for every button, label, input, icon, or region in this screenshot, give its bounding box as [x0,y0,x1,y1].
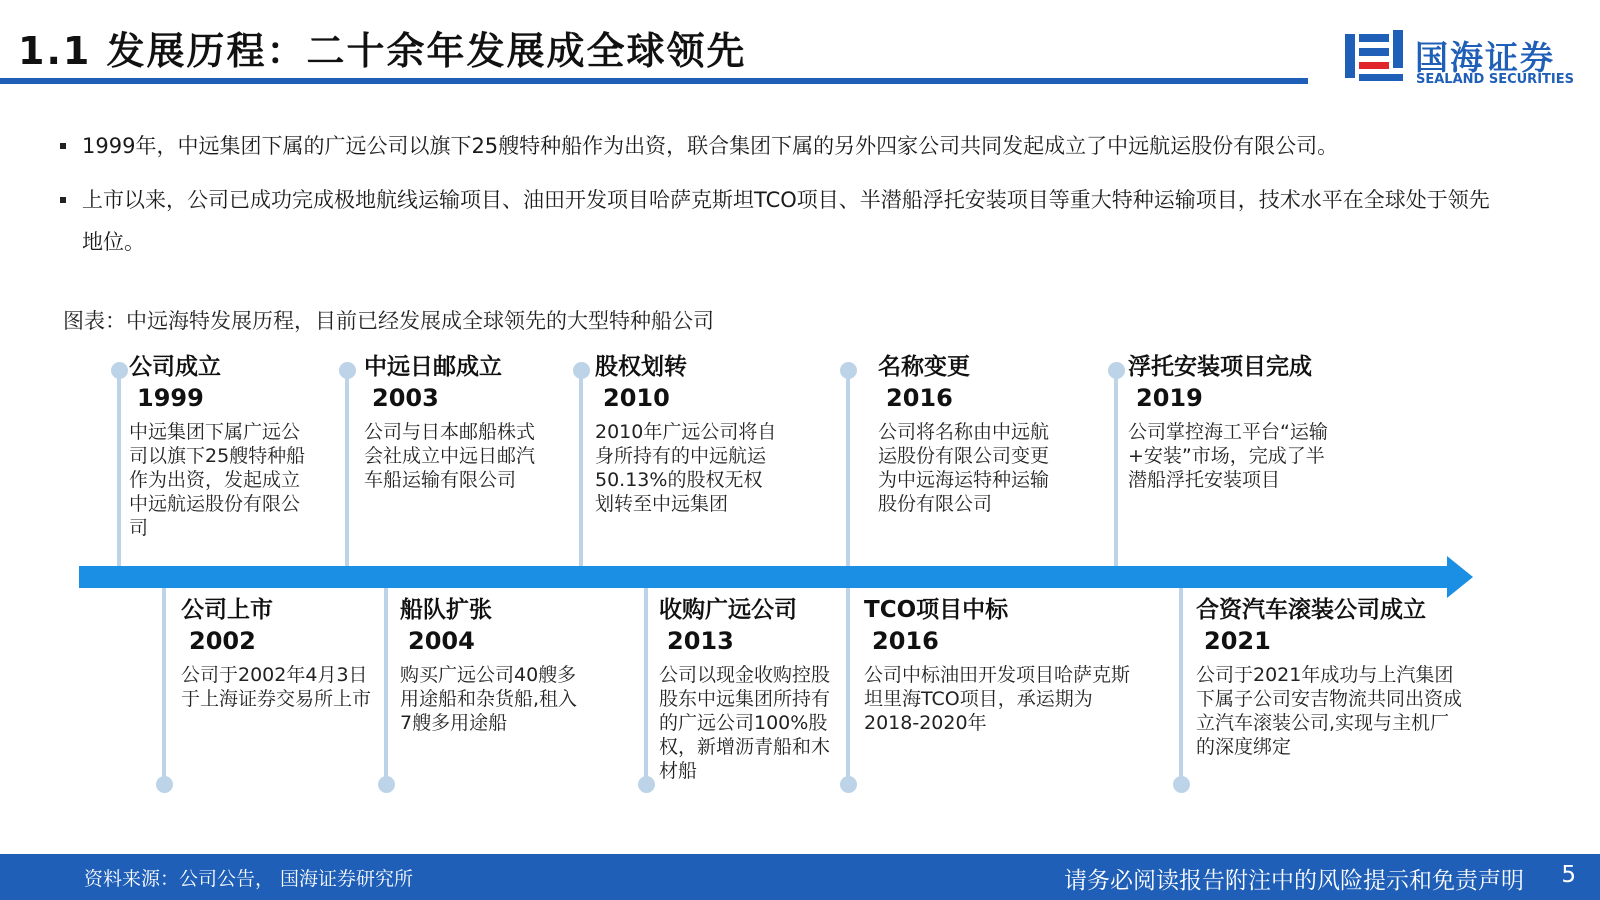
event-description: 购买广远公司40艘多用途船和杂货船,租入7艘多用途船 [400,664,578,734]
event-description: 公司将名称由中远航运股份有限公司变更为中远海运特种运输股份有限公司 [878,421,1050,515]
connector-line [162,588,166,784]
event-description: 公司与日本邮船株式会社成立中远日邮汽车船运输有限公司 [364,421,536,491]
event-title: 船队扩张 [400,597,492,623]
event-title: 收购广远公司 [659,597,797,623]
event-title: TCO项目中标 [864,597,1009,623]
connector-dot [339,362,356,379]
event-2004 [400,595,580,735]
connector-line [384,588,388,784]
logo-text-cn: 国海证券 [1415,38,1555,77]
event-description: 公司以现金收购控股股东中远集团所持有的广远公司100%股权，新增沥青船和木材船 [659,664,831,782]
event-year: 2004 [408,627,475,655]
connector-dot [840,362,857,379]
event-title: 公司成立 [129,354,221,380]
event-year: 1999 [137,384,204,412]
connector-line [644,588,648,784]
connector-dot [378,776,395,793]
event-title: 浮托安装项目完成 [1128,354,1312,380]
connector-dot [156,776,173,793]
bullet-item-founding: 1999年，中远集团下属的广远公司以旗下25艘特种船作为出资，联合集团下属的另外四家公司共同发起成立了中远航运股份有限公司。 [58,125,1508,167]
event-description: 公司中标油田开发项目哈萨克斯坦里海TCO项目，承运期为2018-2020年 [864,664,1131,734]
event-title: 公司上市 [181,597,273,623]
connector-dot [573,362,590,379]
event-2002 [181,595,376,711]
event-2016-rename [878,352,1058,516]
event-year: 2003 [372,384,439,412]
event-year: 2016 [872,627,939,655]
event-year: 2010 [603,384,670,412]
timeline-arrow-icon [1447,556,1473,598]
event-2010 [595,352,780,516]
connector-line [846,588,850,784]
connector-line [1179,588,1183,784]
event-title: 中远日邮成立 [364,354,502,380]
connector-dot [1108,362,1125,379]
connector-dot [840,776,857,793]
figure-caption: 图表：中远海特发展历程，目前已经发展成全球领先的大型特种船公司 [63,309,714,333]
footer-source: 资料来源：公司公告， 国海证券研究所 [84,868,414,890]
event-year: 2021 [1204,627,1271,655]
bullet-item-achievements: 上市以来，公司已成功完成极地航线运输项目、油田开发项目哈萨克斯坦TCO项目、半潜船浮托安装项目等重大特种运输项目，技术水平在全球处于领先地位。 [58,179,1508,263]
connector-dot [111,362,128,379]
event-description: 公司于2021年成功与上汽集团下属子公司安吉物流共同出资成立汽车滚装公司,实现与主机厂的深度绑定 [1196,664,1463,758]
connector-line [117,370,121,566]
event-description: 中远集团下属广远公司以旗下25艘特种船作为出资，发起成立中远航运股份有限公司 [129,421,306,539]
page-title: 1.1 发展历程：二十余年发展成全球领先 [18,29,747,73]
event-2021 [1196,595,1466,759]
event-2016-tco [864,595,1134,735]
connector-line [846,370,850,566]
connector-dot [638,776,655,793]
footer-bar [0,854,1600,900]
event-description: 公司掌控海工平台“运输+安装”市场，完成了半潜船浮托安装项目 [1128,421,1328,491]
footer-disclaimer: 请务必阅读报告附注中的风险提示和免责声明 [1064,868,1524,894]
event-2003 [364,352,539,492]
event-year: 2002 [189,627,256,655]
event-title: 名称变更 [878,354,970,380]
event-2013 [659,595,839,783]
event-description: 公司于2002年4月3日于上海证券交易所上市 [181,664,372,710]
event-year: 2019 [1136,384,1203,412]
event-year: 2016 [886,384,953,412]
event-year: 2013 [667,627,734,655]
event-description: 2010年广远公司将自身所持有的中远航运50.13%的股权无权划转至中远集团 [595,421,777,515]
event-title: 股权划转 [595,354,687,380]
connector-line [579,370,583,566]
connector-line [1114,370,1118,566]
event-title: 合资汽车滚装公司成立 [1196,597,1426,623]
connector-line [345,370,349,566]
logo-text-en: SEALAND SECURITIES [1416,72,1574,87]
connector-dot [1173,776,1190,793]
event-2019 [1128,352,1338,492]
timeline-axis [79,566,1457,588]
page-number: 5 [1561,862,1576,888]
event-1999 [129,352,314,540]
